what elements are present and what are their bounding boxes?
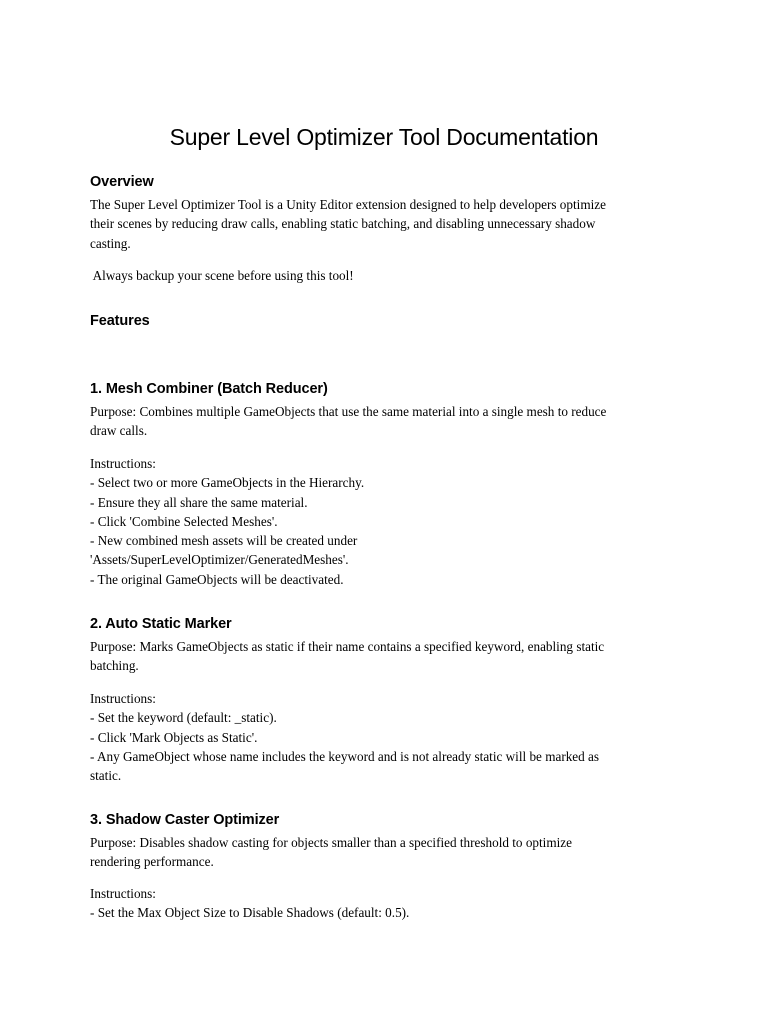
static-marker-purpose [90, 637, 680, 676]
overview-line: casting. [90, 235, 131, 251]
purpose-line: Purpose: Marks GameObjects as static if their name contains a specified keyword, enabling static [90, 639, 605, 654]
instruction-line: - New combined mesh assets will be created under [90, 533, 358, 549]
overview-paragraph [90, 195, 680, 253]
shadow-optimizer-purpose [90, 833, 680, 872]
page-title: Super Level Optimizer Tool Documentation [169, 124, 599, 150]
instruction-line: Instructions: [90, 886, 156, 901]
features-heading: Features [90, 313, 150, 329]
purpose-line: draw calls. [90, 423, 148, 439]
instruction-line: Instructions: [90, 456, 156, 471]
static-marker-heading: 2. Auto Static Marker [90, 616, 232, 632]
shadow-optimizer-instructions [90, 884, 680, 923]
instruction-line: - Any GameObject whose name includes the keyword and is not already static will be marked as [90, 748, 600, 764]
mesh-combiner-instructions [90, 454, 680, 589]
overview-heading: Overview [90, 174, 154, 190]
backup-warning [90, 266, 680, 285]
overview-line: The Super Level Optimizer Tool is a Unity Editor extension designed to help developers optimize [90, 197, 606, 212]
instruction-line: - Set the keyword (default: _static). [90, 710, 277, 726]
static-marker-instructions [90, 689, 680, 785]
instruction-line: - Set the Max Object Size to Disable Shadows (default: 0.5). [90, 905, 410, 921]
backup-warning-text: Always backup your scene before using this tool! [90, 268, 354, 283]
instruction-line: - Click 'Combine Selected Meshes'. [90, 513, 278, 529]
purpose-line: rendering performance. [90, 854, 214, 870]
instruction-line: - Click 'Mark Objects as Static'. [90, 729, 258, 745]
instruction-line: - Ensure they all share the same material. [90, 494, 308, 510]
instruction-line: - Select two or more GameObjects in the Hierarchy. [90, 475, 365, 491]
instruction-line: static. [90, 768, 122, 784]
instruction-line: - The original GameObjects will be deactivated. [90, 571, 344, 587]
purpose-line: batching. [90, 658, 139, 674]
overview-line: their scenes by reducing draw calls, enabling static batching, and disabling unnecessary shadow [90, 216, 596, 232]
purpose-line: Purpose: Disables shadow casting for objects smaller than a specified threshold to optimize [90, 835, 572, 850]
instruction-line: 'Assets/SuperLevelOptimizer/GeneratedMeshes'. [90, 552, 349, 568]
shadow-optimizer-heading: 3. Shadow Caster Optimizer [90, 812, 280, 828]
instruction-line: Instructions: [90, 691, 156, 706]
mesh-combiner-purpose [90, 402, 680, 441]
purpose-line: Purpose: Combines multiple GameObjects that use the same material into a single mesh to reduce [90, 404, 607, 419]
mesh-combiner-heading: 1. Mesh Combiner (Batch Reducer) [90, 381, 328, 397]
